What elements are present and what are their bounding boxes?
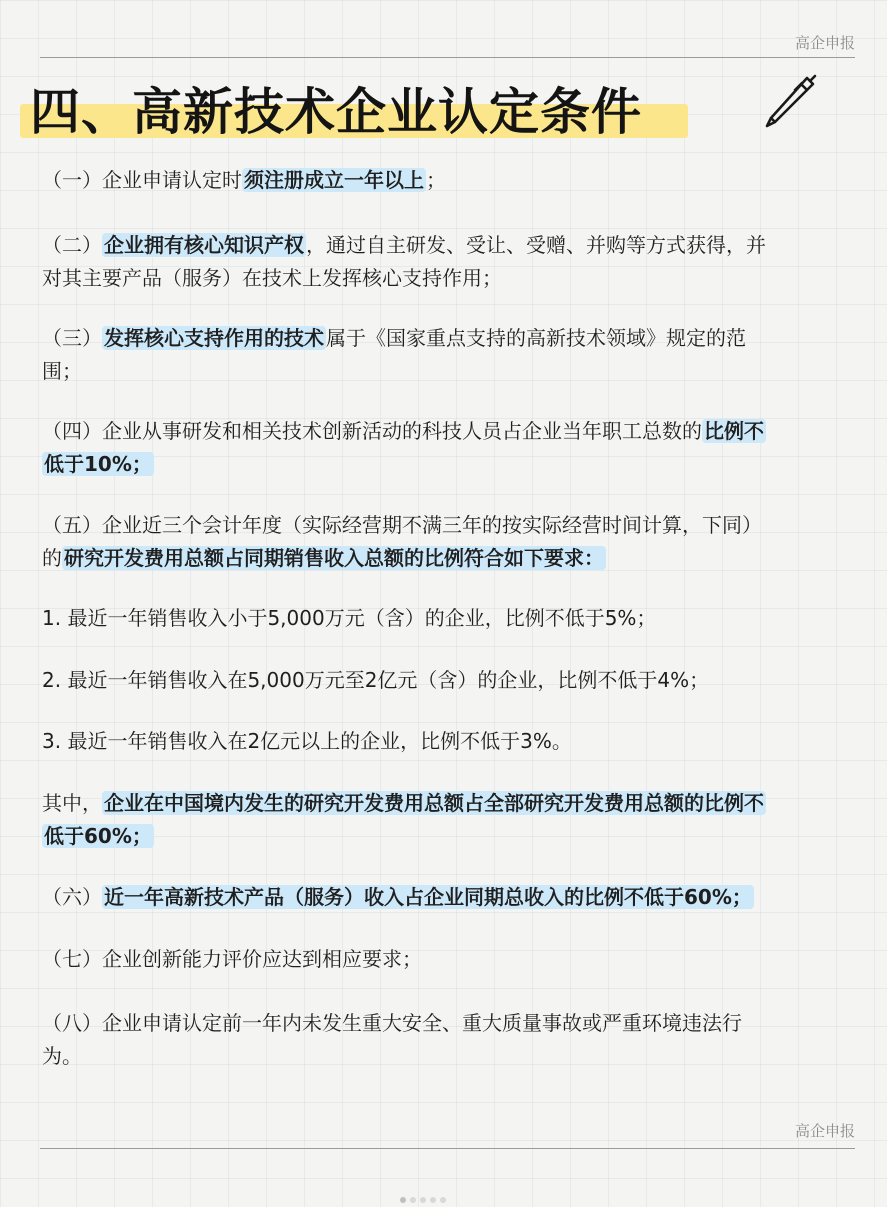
brand-footer: 高企申报 [794, 1122, 855, 1140]
condition-8-line-1: （八）企业申请认定前一年内未发生重大安全、重大质量事故或严重环境违法行 [42, 1011, 742, 1035]
requirement-3: 3. 最近一年销售收入在2亿元以上的企业，比例不低于3%。 [42, 729, 572, 753]
condition-2-line-1: （二） 企业拥有核心知识产权 ，通过自主研发、受让、受赠、并购等方式获得，并 [42, 233, 766, 257]
condition-6: （六） 近一年高新技术产品（服务）收入占企业同期总收入的比例不低于60%； [42, 885, 752, 909]
page-title: 四、高新技术企业认定条件 [30, 83, 642, 141]
condition-4-line-1: （四）企业从事研发和相关技术创新活动的科技人员占企业当年职工总数的 比例不 [42, 419, 764, 443]
condition-3-line-2: 围； [42, 359, 82, 383]
footer-divider [40, 1148, 855, 1149]
highlight: 研究开发费用总额占同期销售收入总额的比例符合如下要求： [64, 546, 604, 570]
requirement-1: 1. 最近一年销售收入小于5,000万元（含）的企业，比例不低于5%； [42, 606, 657, 630]
domestic-ratio-line-1: 其中， 企业在中国境内发生的研究开发费用总额占全部研究开发费用总额的比例不 [42, 791, 764, 815]
condition-2-line-2: 对其主要产品（服务）在技术上发挥核心支持作用； [42, 266, 502, 290]
highlight: 须注册成立一年以上 [244, 168, 424, 192]
requirement-2: 2. 最近一年销售收入在5,000万元至2亿元（含）的企业，比例不低于4%； [42, 668, 710, 692]
highlight: 近一年高新技术产品（服务）收入占企业同期总收入的比例不低于60%； [104, 885, 752, 909]
highlight: 企业在中国境内发生的研究开发费用总额占全部研究开发费用总额的比例不 [104, 791, 764, 815]
condition-8-line-2: 为。 [42, 1044, 82, 1068]
domestic-ratio-line-2 [42, 821, 154, 851]
highlight: 发挥核心支持作用的技术 [104, 326, 324, 350]
highlight: 低于60%； [44, 824, 152, 848]
condition-5-line-2: 的 研究开发费用总额占同期销售收入总额的比例符合如下要求： [42, 546, 604, 570]
condition-4-line-2 [42, 449, 154, 479]
condition-7: （七）企业创新能力评价应达到相应要求； [42, 947, 422, 971]
condition-1: （一）企业申请认定时 须注册成立一年以上 ； [42, 168, 446, 192]
condition-5-line-1: （五）企业近三个会计年度（实际经营期不满三年的按实际经营时间计算，下同） [42, 513, 762, 537]
condition-3-line-1: （三） 发挥核心支持作用的技术 属于《国家重点支持的高新技术领域》规定的范 [42, 326, 746, 350]
highlight: 低于10%； [44, 452, 152, 476]
highlight: 比例不 [704, 419, 764, 443]
header-divider [40, 57, 855, 58]
pen-icon [755, 72, 819, 136]
brand-header: 高企申报 [794, 34, 855, 52]
highlight: 企业拥有核心知识产权 [104, 233, 304, 257]
